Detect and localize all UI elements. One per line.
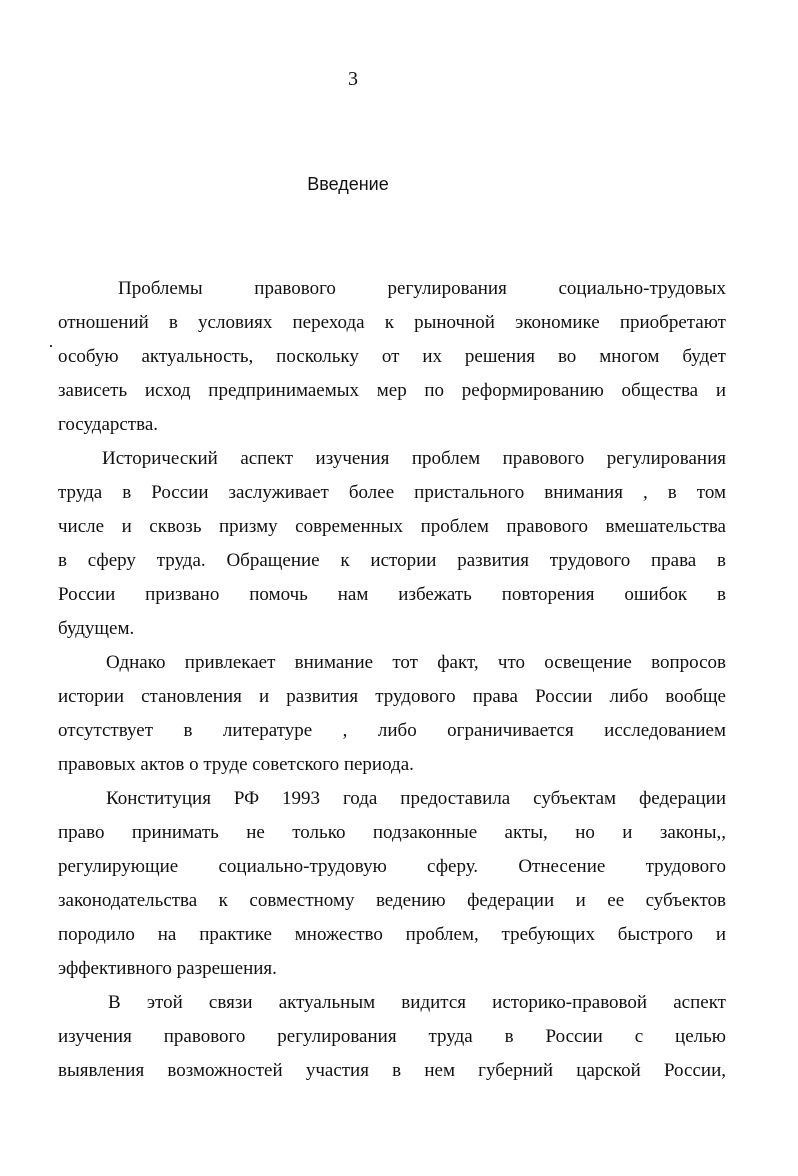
paragraph-line: породило на практике множество проблем, требующих быстрого и [58,924,726,945]
paragraph-line: выявления возможностей участия в нем губерний царской России, [58,1060,726,1081]
paragraph-line: эффективного разрешения. [58,958,277,979]
paragraph-line: числе и сквозь призму современных проблем правового вмешательства [58,516,726,537]
paragraph-line: право принимать не только подзаконные акты, но и законы,, [58,822,726,843]
paragraph-line: особую актуальность, поскольку от их решения во многом будет [58,346,726,367]
paragraph-line: России призвано помочь нам избежать повторения ошибок в [58,584,726,605]
paragraph-line: Проблемы правового регулирования социально-трудовых [118,278,726,299]
paragraph-line: законодательства к совместному ведению федерации и ее субъектов [58,890,726,911]
paragraph-2 [58,442,726,646]
paragraph-line: изучения правового регулирования труда в России с целью [58,1026,726,1047]
section-heading: Введение [307,174,389,194]
page-number: 3 [348,68,358,90]
paragraph-line: государства. [58,414,159,435]
paragraph-line: Исторический аспект изучения проблем правового регулирования [102,448,726,469]
paragraph-line: В этой связи актуальным видится историко-правовой аспект [108,992,726,1013]
paragraph-line: отношений в условиях перехода к рыночной экономике приобретают [58,312,726,333]
paragraph-1 [58,272,726,442]
paragraph-5 [58,986,726,1088]
paragraph-line: отсутствует в литературе , либо ограничивается исследованием [58,720,726,741]
scan-speck [50,345,52,347]
paragraph-line: Однако привлекает внимание тот факт, что освещение вопросов [106,652,726,673]
paragraph-4 [58,782,726,986]
paragraph-line: регулирующие социально-трудовую сферу. Отнесение трудового [58,856,726,877]
paragraph-line: зависеть исход предпринимаемых мер по реформированию общества и [58,380,726,401]
paragraph-line: истории становления и развития трудового права России либо вообще [58,686,726,707]
paragraph-line: правовых актов о труде советского периода. [58,754,414,775]
paragraph-line: Конституция РФ 1993 года предоставила субъектам федерации [106,788,726,809]
paragraph-line: будущем. [58,618,135,639]
paragraph-line: в сферу труда. Обращение к истории развития трудового права в [58,550,726,571]
body-text [58,272,726,1088]
paragraph-3 [58,646,726,782]
paragraph-line: труда в России заслуживает более пристального внимания , в том [58,482,726,503]
